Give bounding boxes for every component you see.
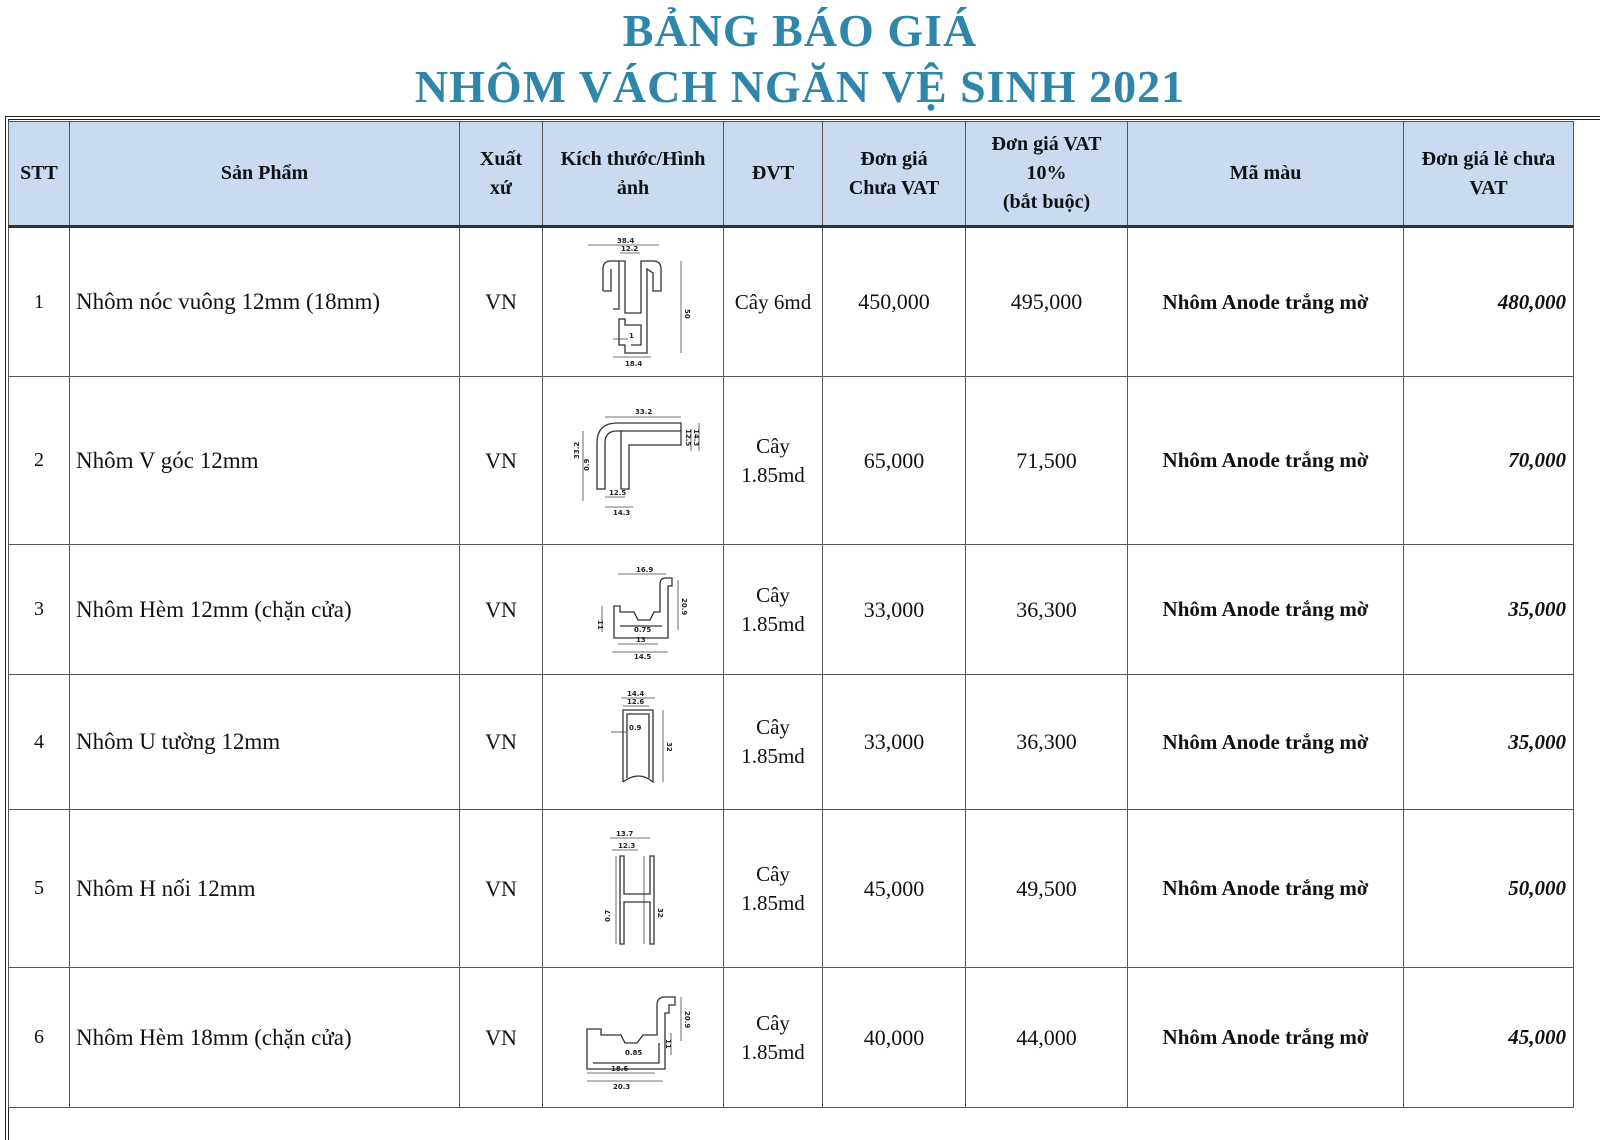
dim-label: 12.6 (627, 698, 645, 706)
dim-label: 14.5 (634, 652, 652, 660)
dim-label: 12.5 (609, 488, 627, 497)
profile-drawing-h-noi (588, 826, 678, 951)
row-retail-price: 70,000 (1404, 377, 1574, 545)
dim-label: 0.9 (629, 724, 642, 732)
dim-label: 13.7 (616, 830, 634, 838)
row-color: Nhôm Anode trắng mờ (1128, 675, 1404, 810)
row-retail-price: 480,000 (1404, 227, 1574, 377)
row-color: Nhôm Anode trắng mờ (1128, 545, 1404, 675)
row-vat-price: 495,000 (966, 227, 1128, 377)
dim-label: 18.6 (611, 1064, 629, 1073)
row-origin: VN (460, 968, 543, 1108)
row-unit: Cây 1.85md (724, 675, 823, 810)
dim-label: 11 (664, 1038, 672, 1049)
page-title: BẢNG BÁO GIÁ (622, 5, 978, 56)
row-price: 40,000 (823, 968, 966, 1108)
header-price: Đơn giá Chưa VAT (823, 122, 966, 227)
dim-label: 12.2 (621, 244, 639, 253)
profile-drawing-v-goc (563, 401, 703, 521)
row-product-name: Nhôm H nối 12mm (70, 810, 460, 968)
dim-label: 33.2 (635, 407, 653, 416)
dim-label: 0.7 (604, 909, 612, 922)
row-price: 65,000 (823, 377, 966, 545)
header-color: Mã màu (1128, 122, 1404, 227)
row-retail-price: 45,000 (1404, 968, 1574, 1108)
dim-label: 20.9 (683, 1010, 691, 1028)
row-vat-price: 44,000 (966, 968, 1128, 1108)
row-stt: 4 (9, 675, 70, 810)
row-origin: VN (460, 675, 543, 810)
row-stt: 2 (9, 377, 70, 545)
profile-drawing-u-tuong (583, 686, 683, 798)
row-unit: Cây 1.85md (724, 377, 823, 545)
header-retail: Đơn giá lẻ chưa VAT (1404, 122, 1574, 227)
dim-label: 16.9 (636, 565, 654, 574)
row-color: Nhôm Anode trắng mờ (1128, 968, 1404, 1108)
dim-label: 14.4 (627, 690, 645, 698)
dim-label: 13 (636, 635, 646, 644)
header-stt: STT (9, 122, 70, 227)
row-retail-price: 35,000 (1404, 675, 1574, 810)
header-product: Sản Phẩm (70, 122, 460, 227)
dim-label: 33.2 (573, 441, 581, 459)
row-product-name: Nhôm nóc vuông 12mm (18mm) (70, 227, 460, 377)
dim-label: 12.3 (618, 842, 636, 850)
row-stt: 6 (9, 968, 70, 1108)
row-price: 45,000 (823, 810, 966, 968)
row-color: Nhôm Anode trắng mờ (1128, 377, 1404, 545)
dim-label: 18.4 (625, 359, 643, 368)
row-product-name: Nhôm V góc 12mm (70, 377, 460, 545)
profile-drawing-hem-12 (578, 560, 688, 660)
profile-drawing-noc-vuong (573, 235, 693, 370)
table-row (9, 675, 1574, 810)
row-origin: VN (460, 377, 543, 545)
header-origin: Xuất xứ (460, 122, 543, 227)
row-origin: VN (460, 810, 543, 968)
row-stt: 5 (9, 810, 70, 968)
dim-label: 0.75 (634, 625, 652, 634)
row-product-name: Nhôm U tường 12mm (70, 675, 460, 810)
dim-label: 12.5 (684, 428, 692, 446)
dim-label: 50 (683, 308, 691, 319)
row-vat-price: 36,300 (966, 675, 1128, 810)
row-price: 450,000 (823, 227, 966, 377)
row-color: Nhôm Anode trắng mờ (1128, 227, 1404, 377)
dim-label: 20.9 (680, 597, 688, 615)
row-unit: Cây 1.85md (724, 968, 823, 1108)
header-unit: ĐVT (724, 122, 823, 227)
dim-label: 14.3 (692, 428, 700, 446)
header-size-image: Kích thước/Hình ảnh (543, 122, 724, 227)
row-origin: VN (460, 227, 543, 377)
row-product-name: Nhôm Hèm 12mm (chặn cửa) (70, 545, 460, 675)
header-row (9, 122, 1574, 227)
row-product-name: Nhôm Hèm 18mm (chặn cửa) (70, 968, 460, 1108)
table-row (9, 810, 1574, 968)
row-origin: VN (460, 545, 543, 675)
dim-label: 38.4 (617, 236, 635, 245)
table-row (9, 377, 1574, 545)
row-unit: Cây 1.85md (724, 545, 823, 675)
row-price: 33,000 (823, 545, 966, 675)
dim-label: 14.3 (613, 508, 631, 517)
row-stt: 3 (9, 545, 70, 675)
profile-drawing-hem-18 (573, 983, 693, 1093)
row-unit: Cây 6md (724, 227, 823, 377)
row-stt: 1 (9, 227, 70, 377)
table-row (9, 227, 1574, 377)
table-row (9, 545, 1574, 675)
row-vat-price: 71,500 (966, 377, 1128, 545)
dim-label: 1 (629, 331, 634, 340)
dim-label: 11 (596, 619, 604, 630)
row-color: Nhôm Anode trắng mờ (1128, 810, 1404, 968)
row-unit: Cây 1.85md (724, 810, 823, 968)
dim-label: 0.9 (583, 458, 591, 471)
price-table (8, 121, 1574, 1108)
dim-label: 32 (656, 908, 664, 918)
dim-label: 20.3 (613, 1082, 631, 1091)
header-vat-price: Đơn giá VAT 10% (bắt buộc) (966, 122, 1128, 227)
row-retail-price: 35,000 (1404, 545, 1574, 675)
dim-label: 32 (665, 742, 673, 752)
row-retail-price: 50,000 (1404, 810, 1574, 968)
row-vat-price: 49,500 (966, 810, 1128, 968)
dim-label: 0.85 (625, 1048, 643, 1057)
row-vat-price: 36,300 (966, 545, 1128, 675)
table-row (9, 968, 1574, 1108)
row-price: 33,000 (823, 675, 966, 810)
page-subtitle: NHÔM VÁCH NGĂN VỆ SINH 2021 (414, 61, 1186, 112)
